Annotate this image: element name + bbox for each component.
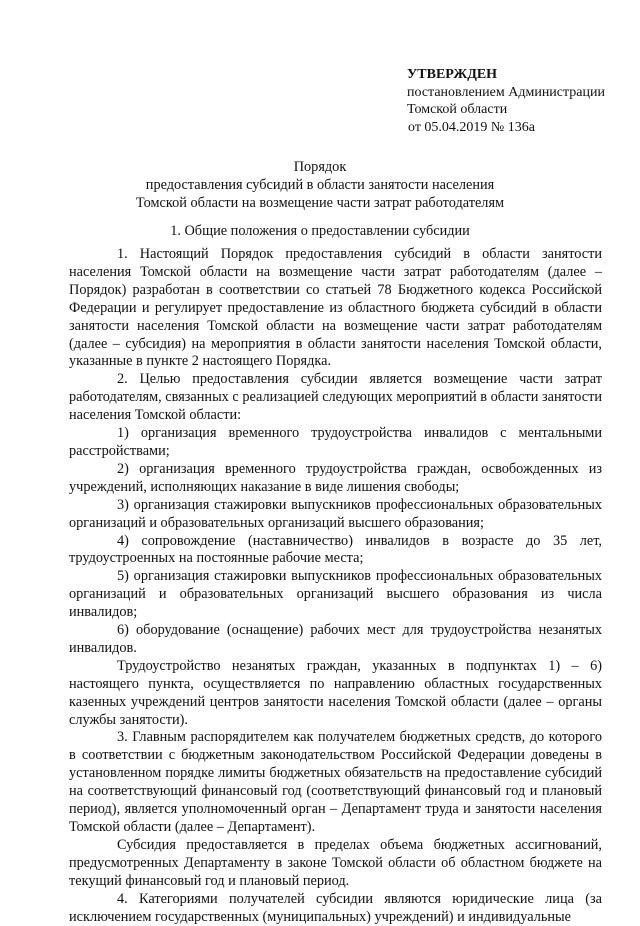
paragraph: 1) организация временного трудоустройства инвалидов с ментальными расстройствами;: [69, 425, 602, 459]
paragraph: 2) организация временного трудоустройства граждан, освобожденных из учреждений, исполняющих наказание в виде лишения свободы;: [69, 460, 602, 495]
paragraph: 4. Категориями получателей субсидии являются юридические лица (за исключением государственных (муниципальных) учреждений) и индивидуальные: [69, 890, 602, 925]
title-line-3: Томской области на возмещение части затрат работодателям: [135, 195, 505, 211]
paragraph: Трудоустройство незанятых граждан, указанных в подпунктах 1) – 6) настоящего пункта, осуществляется по направлению областных государственных казенных учреждений центров занятости населения Томской области (далее – органы службы занятости).: [69, 657, 602, 728]
paragraph: 6) оборудование (оснащение) рабочих мест для трудоустройства незанятых инвалидов.: [69, 622, 602, 656]
paragraph: Субсидия предоставляется в пределах объема бюджетных ассигнований, предусмотренных Департаменту в законе Томской области об областном бюджете на текущий финансовый год и плановый период.: [69, 836, 602, 889]
approval-block: [407, 66, 605, 136]
paragraph: 2. Целью предоставления субсидии является возмещение части затрат работодателям, связанных с реализацией следующих мероприятий в области занятости населения Томской области:: [69, 371, 602, 424]
approval-line-1: постановлением Администрации: [407, 84, 605, 100]
document-title: [0, 158, 640, 212]
title-line-2: предоставления субсидий в области занятости населения: [145, 177, 495, 193]
document-body: [69, 246, 602, 926]
approval-line-2: Томской области: [407, 102, 508, 117]
paragraph: 3) организация стажировки выпускников профессиональных образовательных организаций и образовательных организаций высшего образования;: [69, 496, 602, 531]
paragraph: 3. Главным распорядителем как получателем бюджетных средств, до которого в соответствии с бюджетным законодательством Российской Федерации доведены в установленном порядке лимиты бюджетных обязательств на предоставление субсидий на соответствующий финансовый год (соответствующий финансовый год и плановый период), является уполномоченный орган – Департамент труда и занятости населения Томской области (далее – Департамент).: [69, 729, 602, 835]
approval-date: от 05.04.2019 № 136а: [408, 119, 536, 135]
approval-stamp: УТВЕРЖДЕН: [407, 67, 498, 82]
paragraph: 4) сопровождение (наставничество) инвалидов в возрасте до 35 лет, трудоустроенных на постоянные рабочие места;: [69, 532, 602, 567]
paragraph: 1. Настоящий Порядок предоставления субсидий в области занятости населения Томской области на возмещение части затрат работодателям (далее – Порядок) разработан в соответствии со статьей 78 Бюджетного кодекса Российской Федерации и регулирует предоставление из областного бюджета субсидий в области занятости населения Томской области на возмещение части затрат работодателям (далее – субсидия) на мероприятия в области занятости населения Томской области, указанные в пункте 2 настоящего Порядка.: [69, 246, 602, 370]
section-heading: 1. Общие положения о предоставлении субсидии: [170, 223, 470, 239]
paragraph: 5) организация стажировки выпускников профессиональных образовательных организаций и образовательных организаций высшего образования из числа инвалидов;: [69, 568, 602, 621]
title-line-1: Порядок: [293, 159, 347, 175]
